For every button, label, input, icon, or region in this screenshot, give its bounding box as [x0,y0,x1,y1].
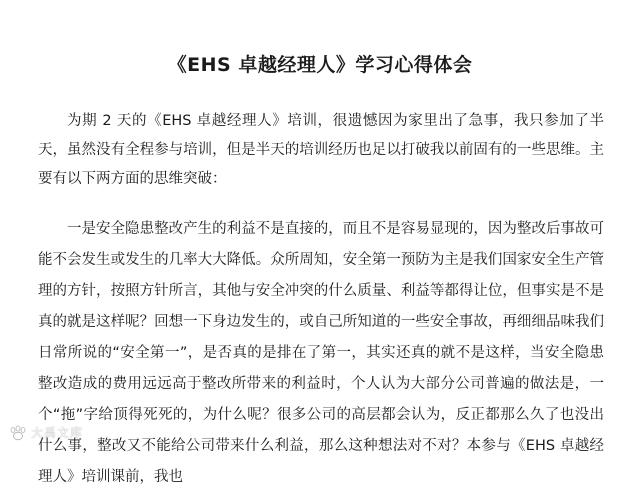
paw-logo-icon [8,425,28,441]
document-title: 《EHS 卓越经理人》学习心得体会 [167,54,473,76]
paragraph-point-one: 一是安全隐患整改产生的利益不是直接的，而且不是容易显现的，因为整改后事故可能不会发生或发生的几率大大降低。众所周知，安全第一预防为主是我们国家安全生产管理的方针，按照方针所言，其他与安全冲突的什么质量、利益等都得让位，但事实是不是真的就是这样呢？回想一下身边发生的，或自己所知道的一些安全事故，再细细品味我们日常所说的“安全第一”，是否真的是排在了第一，其实还真的就不是这样，当安全隐患整改造成的费用远远高于整改所带来的利益时，个人认为大部分公司普遍的做法是，一个“拖”字给顶得死死的，为什么呢？很多公司的高层都会认为，反正都那么久了也没出什么事，整改又不能给公司带来什么利益，那么这种想法对不对？本参与《EHS 卓越经理人》培训课前，我也 [38,221,604,485]
paragraph-intro: 为期 2 天的《EHS 卓越经理人》培训，很遗憾因为家里出了急事，我只参加了半天，虽然没有全程参与培训，但是半天的培训经历也足以打破我以前固有的一些思维。主要有以下两方面的思维突破： [38,113,604,187]
watermark-text: 大禹文库 [31,426,84,440]
watermark [8,424,83,441]
